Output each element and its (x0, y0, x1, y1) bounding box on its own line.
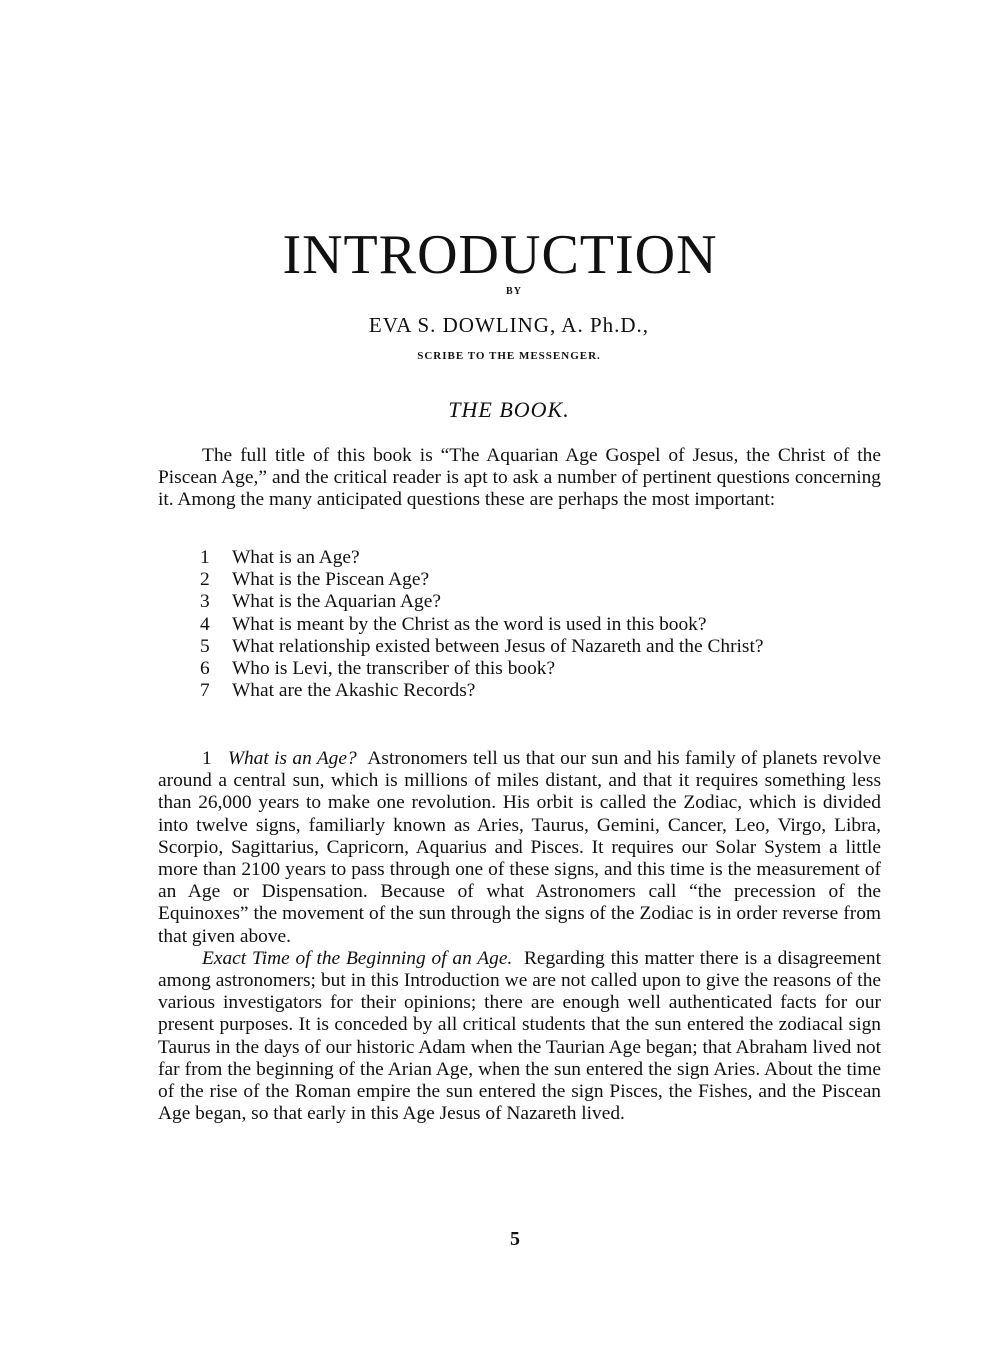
exact-time-text: Regarding this matter there is a disagreement among astronomers; but in this Introduction we are not called upon to give the reasons of the various investigators for their opinions; there are enough well authenticated facts for our present purposes. It is conceded by all critical students that the sun entered the zodiacal sign Taurus in the days of our historic Adam when the Taurian Age began; that Abraham lived not far from the beginning of the Arian Age, when the sun entered the sign Aries. About the time of the rise of the Roman empire the sun entered the sign Pisces, the Fishes, and the Piscean Age began, so that early in this Age Jesus of Nazareth lived. (158, 947, 881, 1125)
answer-heading: What is an Age? (227, 748, 357, 769)
question-number: 7 (200, 680, 210, 702)
question-item (158, 591, 881, 613)
question-item (158, 547, 881, 569)
answer-number: 1 (202, 748, 212, 769)
question-text: What are the Akashic Records? (232, 680, 476, 702)
question-item (158, 680, 881, 702)
question-text: What is an Age? (232, 547, 360, 568)
intro-section (158, 445, 881, 512)
question-item (158, 614, 881, 636)
exact-time-heading: Exact Time of the Beginning of an Age. (202, 947, 513, 969)
answer-paragraph (158, 748, 881, 948)
question-item (158, 636, 881, 658)
question-number: 4 (200, 613, 210, 635)
question-text: What is meant by the Christ as the word is used in this book? (232, 613, 707, 635)
answer-section (158, 748, 881, 1125)
question-text: What relationship existed between Jesus of Nazareth and the Christ? (232, 635, 764, 657)
page-title: INTRODUCTION (282, 224, 718, 286)
author-role: SCRIBE TO THE MESSENGER. (417, 350, 601, 362)
question-text: What is the Aquarian Age? (232, 591, 441, 613)
question-number: 2 (200, 569, 210, 591)
by-line: BY (506, 286, 522, 297)
question-item (158, 569, 881, 591)
intro-paragraph: The full title of this book is “The Aquarian Age Gospel of Jesus, the Christ of the Piscean Age,” and the critical reader is apt to ask a number of pertinent questions concerning it. Among the many anticipated questions these are perhaps the most important: (158, 445, 881, 511)
question-item (158, 658, 881, 680)
question-number: 1 (200, 547, 210, 568)
section-heading: THE BOOK. (448, 397, 570, 422)
question-list (158, 547, 881, 702)
answer-text: Astronomers tell us that our sun and his family of planets revolve around a central sun, which is millions of miles distant, and that it requires something less than 26,000 years to make one revolution. His orbit is called the Zodiac, which is divided into twelve signs, familiarly known as Aries, Taurus, Gemini, Cancer, Leo, Virgo, Libra, Scorpio, Sagittarius, Capricorn, Aquarius and Pisces. It requires our Solar System a little more than 2100 years to pass through one of these signs, and this time is the measurement of an Age or Dispensation. Because of what Astronomers call “the precession of the Equinoxes” the movement of the sun through the signs of the Zodiac is in order reverse from that given above. (158, 748, 881, 947)
question-number: 3 (200, 591, 210, 613)
exact-time-paragraph (158, 948, 881, 1126)
question-number: 6 (200, 658, 210, 680)
question-text: What is the Piscean Age? (232, 569, 430, 591)
author-name: EVA S. DOWLING, A. Ph.D., (368, 313, 650, 337)
page-number: 5 (510, 1228, 520, 1250)
question-text: Who is Levi, the transcriber of this book? (232, 658, 556, 680)
question-number: 5 (200, 635, 210, 657)
